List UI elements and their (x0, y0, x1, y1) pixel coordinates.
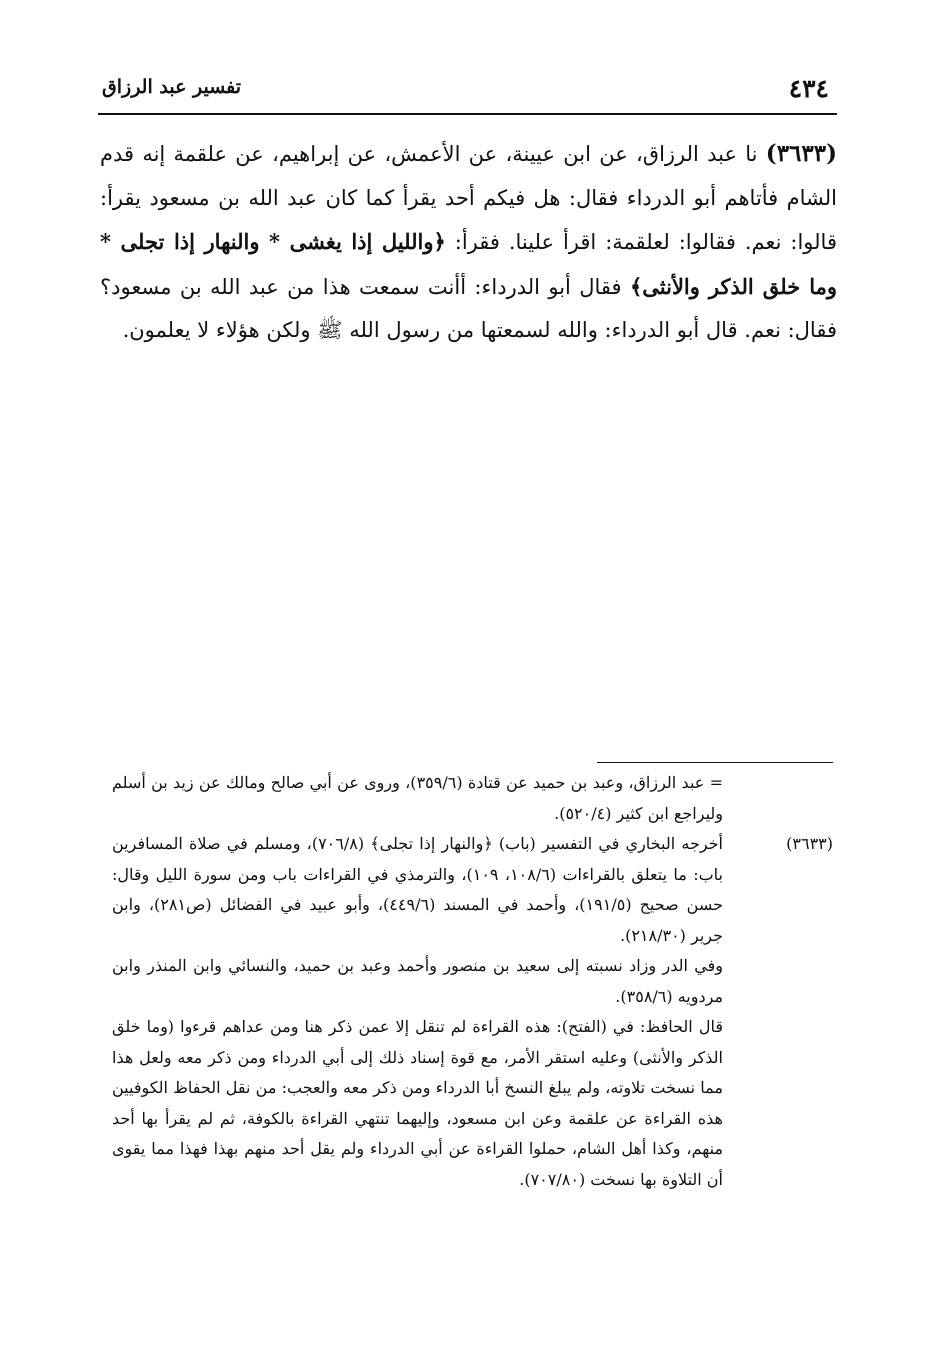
running-header-title: تفسير عبد الرزاق (102, 76, 242, 98)
hadith-number: (٣٦٣٣) (765, 140, 837, 167)
main-text (100, 132, 837, 353)
footnote-continuation-block (112, 768, 833, 829)
main-text-part-1: نا عبد الرزاق، عن ابن عيينة، عن الأعمش، عن إبراهيم، عن علقمة إنه قدم الشام فأتاهم أبو الدرداء فقال: هل فيكم أحد يقرأ كما كان عبد الله بن مسعود يقرأ: قالوا: نعم. فقالوا: لعلقمة: اقرأ علينا. فقرأ: (100, 142, 837, 254)
footnote-paragraph: أخرجه البخاري في التفسير (باب) ﴿والنهار إذا تجلى﴾ (٧٠٦/٨)، ومسلم في صلاة المسافرين باب: ما يتعلق بالقراءات (١٠٨/٦، ١٠٩)، والترمذي في القراءات باب ومن سورة الليل وقال: حسن صحيح (١٩١/٥)، وأحمد في المسند (٤٤٩/٦)، وأبو عبيد في الفضائل (ص٢٨١)، وابن جرير (٢١٨/٣٠). (112, 834, 724, 945)
footnote-paragraph: وفي الدر وزاد نسبته إلى سعيد بن منصور وأحمد وعبد بن حميد، والنسائي وابن المنذر وابن مردويه (٣٥٨/٦). (112, 956, 723, 1006)
footnote-continuation: = عبد الرزاق، وعبد بن حميد عن قتادة (٣٥٩/٦)، وروى عن أبي صالح ومالك عن زيد بن أسلم وليراجع ابن كثير (٥٢٠/٤). (112, 773, 724, 823)
footnote-number: (٣٦٣٣) (786, 834, 833, 853)
main-text-part-2: فقال أبو الدرداء: أأنت سمعت هذا من عبد الله بن مسعود؟ فقال: نعم. قال أبو الدرداء: والله لسمعتها من رسول الله ﷺ ولكن هؤلاء لا يعلمون. (100, 274, 837, 342)
footnote-number-spacer (723, 768, 833, 829)
footnote-separator (597, 762, 833, 763)
page-number: ٤٣٤ (788, 74, 829, 103)
footnotes (112, 768, 833, 1195)
footnote-paragraph: قال الحافظ: في (الفتح): هذه القراءة لم تنقل إلا عمن ذكر هنا ومن عداهم قرءوا (وما خلق الذكر والأنثى) وعليه استقر الأمر، مع قوة إسناد ذلك إلى أبي الدرداء ومن ذكر معه ولعل هذا مما نسخت تلاوته، ولم يبلغ النسخ أبا الدرداء ومن ذكر معه والعجب: من نقل الحفاظ الكوفيين هذه القراءة عن علقمة وعن ابن مسعود، وإليهما تنتهي القراءة بالكوفة، ثم لم يقرأ بها أحد منهم، وكذا أهل الشام، حملوا القراءة عن أبي الدرداء ولم يقل أحد منهم بهذا فهذا مما يقوى أن التلاوة بها نسخت (٧٠٧/٨٠). (112, 1017, 724, 1189)
footnote-3633 (112, 829, 833, 1195)
quran-verse: ﴿والليل إذا يغشى * والنهار إذا تجلى * وما خلق الذكر والأنثى﴾ (100, 229, 838, 299)
header-rule (98, 113, 837, 115)
